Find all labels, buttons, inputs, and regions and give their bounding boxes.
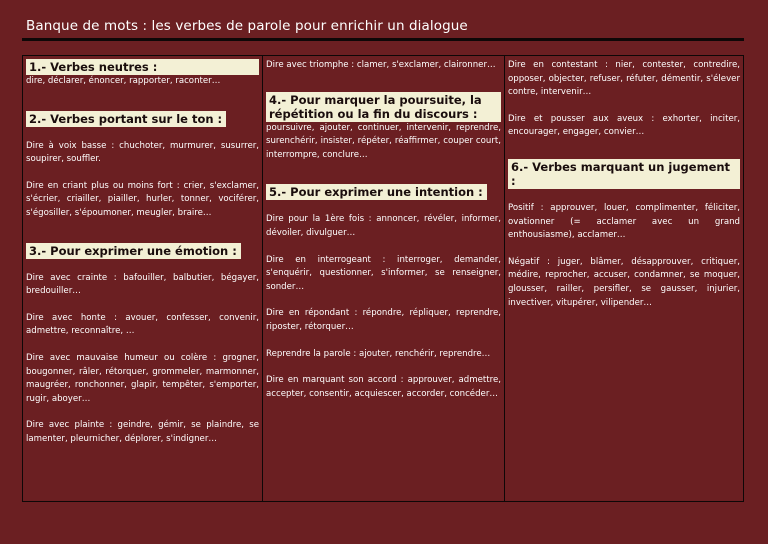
tone-shouting: Dire en criant plus ou moins fort : crier, s'exclamer, s'écrier, criailler, piailler, hurler, tonner, vociférer, s'égosiller, s'époumoner, meugler, braire…: [26, 180, 259, 218]
emotion-shame: Dire avec honte : avouer, confesser, convenir, admettre, reconnaître, …: [26, 312, 259, 337]
triumph-verbs: Dire avec triomphe : clamer, s'exclamer, claironner…: [266, 60, 496, 70]
tone-low-voice: Dire à voix basse : chuchoter, murmurer, susurrer, soupirer, souffler.: [26, 140, 259, 165]
intention-resuming: Reprendre la parole : ajouter, renchérir, reprendre…: [266, 348, 491, 359]
intention-agreeing: Dire en marquant son accord : approuver, admettre, accepter, consentir, acquiescer, accorder, concéder…: [266, 375, 501, 399]
exhorting-verbs: Dire et pousser aux aveux : exhorter, inciter, encourager, engager, convier…: [508, 113, 740, 138]
heading-judgment-verbs: 6.- Verbes marquant un jugement :: [508, 159, 740, 189]
judgment-positive: Positif : approuver, louer, complimenter, féliciter, ovationner (= acclamer avec un grand enthousiasme), acclamer…: [508, 202, 740, 241]
heading-intention-verbs: 5.- Pour exprimer une intention :: [266, 184, 487, 200]
page-title: Banque de mots : les verbes de parole pour enrichir un dialogue: [26, 18, 468, 34]
emotion-fear: Dire avec crainte : bafouiller, balbutier, bégayer, bredouiller…: [26, 272, 259, 297]
column-2: [263, 56, 505, 501]
word-bank-table: [22, 55, 744, 502]
intention-first-time: Dire pour la 1ère fois : annoncer, révéler, informer, dévoiler, divulguer…: [266, 214, 501, 238]
title-underline: [22, 38, 744, 41]
neutral-verbs-list: dire, déclarer, énoncer, rapporter, raconter…: [26, 76, 221, 86]
column-3: [505, 56, 743, 501]
emotion-anger: Dire avec mauvaise humeur ou colère : grogner, bougonner, râler, rétorquer, grommeler, marmonner, maugréer, ronchonner, glapir, tempêter, s'emporter, rugir, aboyer…: [26, 352, 259, 404]
heading-neutral-verbs: 1.- Verbes neutres :: [26, 59, 259, 75]
heading-emotion-verbs: 3.- Pour exprimer une émotion :: [26, 243, 241, 259]
intention-questioning: Dire en interrogeant : interroger, demander, s'enquérir, questionner, s'informer, se renseigner, sonder…: [266, 254, 501, 292]
emotion-complaint: Dire avec plainte : geindre, gémir, se plaindre, se lamenter, pleurnicher, déplorer, s'indigner…: [26, 420, 259, 444]
heading-continuation-verbs: 4.- Pour marquer la poursuite, la répétition ou la fin du discours :: [266, 92, 501, 122]
continuation-verbs-list: poursuivre, ajouter, continuer, intervenir, reprendre, surenchérir, insister, répéter, réaffirmer, couper court, interrompre, conclure…: [266, 122, 501, 160]
column-1: [23, 56, 263, 501]
contesting-verbs: Dire en contestant : nier, contester, contredire, opposer, objecter, refuser, réfuter, démentir, s'élever contre, intervenir…: [508, 60, 740, 98]
intention-answering: Dire en répondant : répondre, répliquer, reprendre, riposter, rétorquer…: [266, 308, 501, 332]
judgment-negative: Négatif : juger, blâmer, désapprouver, critiquer, médire, reprocher, accuser, condamner, se moquer, glousser, railler, persifler, se gausser, injurier, invectiver, vitupérer, vilipender…: [508, 256, 740, 308]
heading-tone-verbs: 2.- Verbes portant sur le ton :: [26, 111, 226, 127]
